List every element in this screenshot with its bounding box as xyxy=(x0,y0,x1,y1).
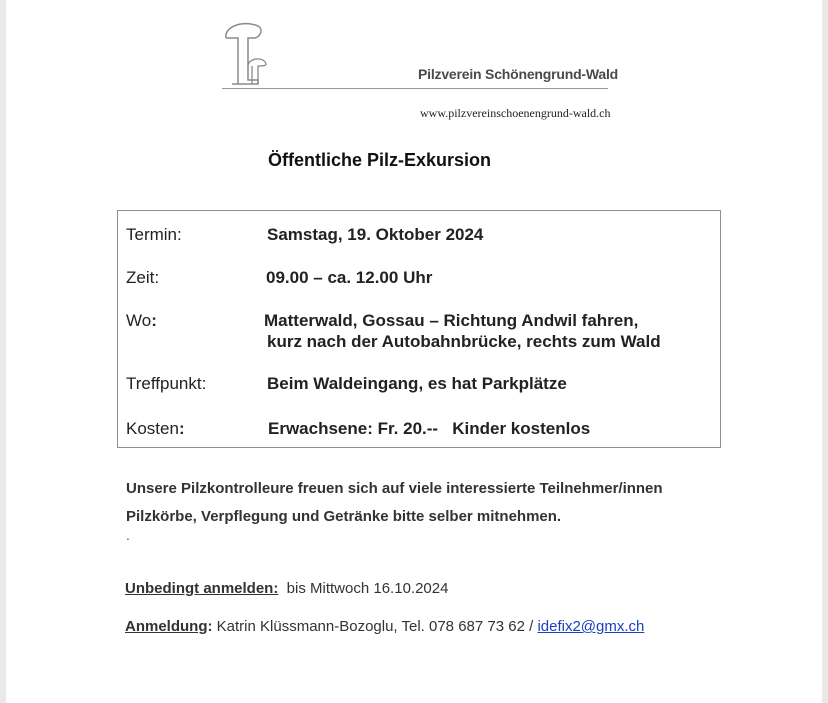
deadline-label: Unbedingt anmelden: xyxy=(125,580,279,597)
notes-line1: Unsere Pilzkontrolleure freuen sich auf viele interessierte Teilnehmer/innen xyxy=(126,480,663,497)
treffpunkt-label: Treffpunkt: xyxy=(126,374,207,393)
contact-value: Katrin Klüssmann-Bozoglu, Tel. 078 687 73 62 / xyxy=(212,618,538,635)
club-name: Pilzverein Schönengrund-Wald xyxy=(418,66,619,82)
page-edge-right xyxy=(822,0,828,703)
wo-value-line1: Matterwald, Gossau – Richtung Andwil fahren, xyxy=(264,311,639,330)
kosten-value: Erwachsene: Fr. 20.-- Kinder kostenlos xyxy=(268,419,591,438)
email-link[interactable]: idefix2@gmx.ch xyxy=(537,618,645,635)
header-rule xyxy=(222,88,608,89)
deadline-value: bis Mittwoch 16.10.2024 xyxy=(278,580,449,597)
zeit-value: 09.00 – ca. 12.00 Uhr xyxy=(266,268,433,287)
page-edge-left xyxy=(0,0,6,703)
wo-label: Wo: xyxy=(126,311,157,330)
notes-dot: . xyxy=(126,527,130,543)
mushroom-logo-icon xyxy=(218,18,268,92)
termin-value: Samstag, 19. Oktober 2024 xyxy=(267,225,484,244)
treffpunkt-value: Beim Waldeingang, es hat Parkplätze xyxy=(267,374,567,393)
document-title: Öffentliche Pilz-Exkursion xyxy=(268,150,492,170)
notes-line2: Pilzkörbe, Verpflegung und Getränke bitte selber mitnehmen. xyxy=(126,508,562,525)
deadline-line xyxy=(125,580,448,597)
contact-line: Anmeldung: Katrin Klüssmann-Bozoglu, Tel. 078 687 73 62 / idefix2@gmx.ch xyxy=(125,618,645,635)
kosten-label: Kosten: xyxy=(126,419,185,438)
contact-label: Anmeldung xyxy=(125,618,208,635)
wo-value-line2: kurz nach der Autobahnbrücke, rechts zum Wald xyxy=(267,332,661,351)
website-text: www.pilzvereinschoenengrund-wald.ch xyxy=(420,106,611,120)
zeit-label: Zeit: xyxy=(126,268,160,287)
termin-label: Termin: xyxy=(126,225,182,244)
